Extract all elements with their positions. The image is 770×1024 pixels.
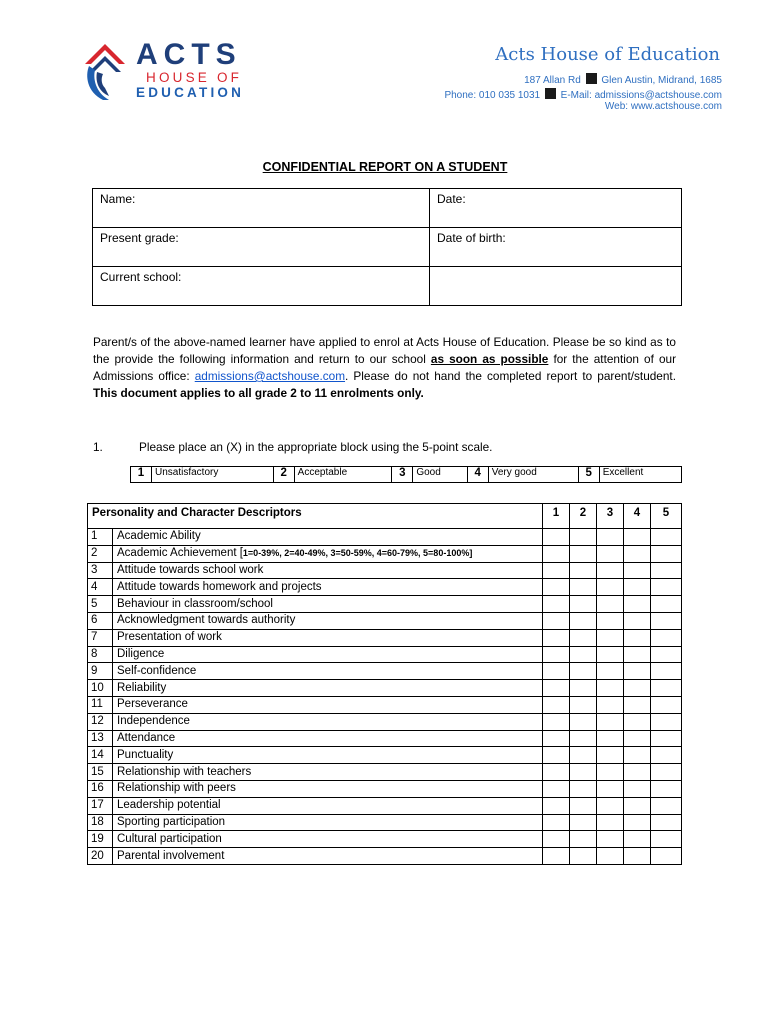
rating-cell-4[interactable] (624, 663, 651, 680)
rating-cell-2[interactable] (570, 545, 597, 562)
descriptor-text: Acknowledgment towards authority (117, 614, 296, 627)
intro-emphasis: as soon as possible (430, 352, 549, 366)
table-row (88, 579, 682, 596)
descriptor-label (113, 629, 543, 646)
rating-cell-2[interactable] (570, 764, 597, 781)
descriptor-text: Relationship with teachers (117, 765, 252, 778)
scale-number: 2 (273, 467, 294, 483)
rating-cell-3[interactable] (597, 730, 624, 747)
rating-cell-5[interactable] (651, 596, 682, 613)
date-of-birth-field[interactable] (430, 228, 682, 267)
question-text: Please place an (X) in the appropriate block using the 5-point scale. (139, 440, 493, 454)
date-label: Date: (437, 192, 466, 206)
rating-cell-5[interactable] (651, 797, 682, 814)
descriptor-text: Relationship with peers (117, 782, 236, 795)
rating-cell-2[interactable] (570, 780, 597, 797)
rating-column-header: 2 (570, 504, 597, 529)
current-school-label: Current school: (100, 270, 182, 284)
report-title: CONFIDENTIAL REPORT ON A STUDENT (262, 160, 508, 174)
present-grade-label: Present grade: (100, 231, 179, 245)
intro-paragraph (93, 334, 676, 402)
admissions-email-link[interactable]: admissions@actshouse.com (194, 369, 346, 383)
intro-text-1: Parent/s of the above-named learner have applied to enrol at Acts House of Education. Please be so kind as to the provide the following information and return to our school (93, 335, 676, 366)
acts-logo-mark (83, 42, 127, 102)
rating-cell-4[interactable] (624, 596, 651, 613)
rating-cell-3[interactable] (597, 629, 624, 646)
table-row (88, 747, 682, 764)
row-number: 13 (88, 730, 113, 747)
rating-cell-3[interactable] (597, 545, 624, 562)
rating-cell-5[interactable] (651, 848, 682, 865)
rating-cell-4[interactable] (624, 848, 651, 865)
row-number: 1 (88, 529, 113, 546)
rating-cell-4[interactable] (624, 713, 651, 730)
rating-cell-3[interactable] (597, 713, 624, 730)
rating-cell-4[interactable] (624, 696, 651, 713)
rating-cell-5[interactable] (651, 579, 682, 596)
rating-cell-3[interactable] (597, 797, 624, 814)
rating-cell-5[interactable] (651, 680, 682, 697)
descriptor-label (113, 596, 543, 613)
rating-cell-3[interactable] (597, 596, 624, 613)
descriptors-table (87, 503, 682, 865)
rating-cell-5[interactable] (651, 562, 682, 579)
row-number: 17 (88, 797, 113, 814)
descriptor-label (113, 680, 543, 697)
name-label: Name: (100, 192, 136, 206)
logo-acts-text: ACTS (136, 38, 242, 71)
rating-cell-2[interactable] (570, 747, 597, 764)
rating-cell-3[interactable] (597, 663, 624, 680)
rating-cell-5[interactable] (651, 545, 682, 562)
rating-cell-3[interactable] (597, 646, 624, 663)
rating-cell-1[interactable] (543, 680, 570, 697)
rating-cell-3[interactable] (597, 562, 624, 579)
table-row (88, 663, 682, 680)
row-number: 5 (88, 596, 113, 613)
question-number: 1. (93, 440, 103, 454)
row-number: 9 (88, 663, 113, 680)
descriptors-header: Personality and Character Descriptors (88, 504, 543, 529)
rating-cell-2[interactable] (570, 696, 597, 713)
row-number: 3 (88, 562, 113, 579)
descriptor-label (113, 579, 543, 596)
rating-cell-1[interactable] (543, 562, 570, 579)
rating-cell-1[interactable] (543, 730, 570, 747)
table-row (88, 596, 682, 613)
descriptor-text: Reliability (117, 681, 167, 694)
phone-text: Phone: 010 035 1031 (444, 90, 541, 101)
rating-cell-1[interactable] (543, 764, 570, 781)
descriptor-label (113, 730, 543, 747)
logo-education-text: EDUCATION (136, 85, 245, 100)
rating-cell-5[interactable] (651, 713, 682, 730)
rating-cell-5[interactable] (651, 747, 682, 764)
rating-cell-4[interactable] (624, 562, 651, 579)
descriptor-text: Attendance (117, 731, 176, 744)
descriptor-text: Leadership potential (117, 799, 221, 812)
descriptor-label (113, 764, 543, 781)
rating-cell-1[interactable] (543, 848, 570, 865)
rating-cell-4[interactable] (624, 612, 651, 629)
rating-cell-4[interactable] (624, 764, 651, 781)
separator-square-icon (586, 73, 597, 84)
row-number: 8 (88, 646, 113, 663)
row-number: 12 (88, 713, 113, 730)
name-field[interactable] (93, 189, 430, 228)
descriptor-text: Parental involvement (117, 849, 225, 862)
descriptor-label (113, 797, 543, 814)
table-row (88, 680, 682, 697)
table-row (88, 612, 682, 629)
rating-cell-2[interactable] (570, 596, 597, 613)
rating-cell-4[interactable] (624, 579, 651, 596)
table-row (88, 629, 682, 646)
table-row (88, 814, 682, 831)
row-number: 4 (88, 579, 113, 596)
rating-cell-3[interactable] (597, 764, 624, 781)
scale-label: Unsatisfactory (152, 467, 274, 483)
scale-label: Acceptable (294, 467, 392, 483)
rating-cell-2[interactable] (570, 848, 597, 865)
descriptor-text: Attitude towards homework and projects (117, 580, 322, 593)
row-number: 20 (88, 848, 113, 865)
rating-cell-1[interactable] (543, 629, 570, 646)
rating-cell-4[interactable] (624, 814, 651, 831)
rating-cell-4[interactable] (624, 680, 651, 697)
rating-cell-5[interactable] (651, 780, 682, 797)
row-number: 7 (88, 629, 113, 646)
scale-label: Very good (488, 467, 578, 483)
rating-cell-1[interactable] (543, 579, 570, 596)
rating-cell-1[interactable] (543, 545, 570, 562)
rating-cell-4[interactable] (624, 831, 651, 848)
rating-cell-4[interactable] (624, 747, 651, 764)
descriptor-text: Sporting participation (117, 815, 226, 828)
phone-email-line (444, 88, 722, 101)
table-row (88, 562, 682, 579)
rating-cell-5[interactable] (651, 629, 682, 646)
descriptor-label (113, 780, 543, 797)
rating-cell-2[interactable] (570, 730, 597, 747)
rating-cell-1[interactable] (543, 797, 570, 814)
scale-label: Excellent (599, 467, 681, 483)
rating-column-header: 1 (543, 504, 570, 529)
rating-cell-2[interactable] (570, 797, 597, 814)
rating-cell-1[interactable] (543, 780, 570, 797)
table-row (88, 780, 682, 797)
descriptor-text: Attitude towards school work (117, 563, 264, 576)
scale-number: 3 (392, 467, 413, 483)
descriptor-text: Independence (117, 715, 190, 728)
descriptor-text: Academic Achievement [ (117, 547, 243, 560)
rating-cell-1[interactable] (543, 612, 570, 629)
table-row (88, 696, 682, 713)
row-number: 14 (88, 747, 113, 764)
descriptor-label (113, 696, 543, 713)
rating-cell-5[interactable] (651, 696, 682, 713)
rating-cell-3[interactable] (597, 848, 624, 865)
scale-label: Good (413, 467, 467, 483)
rating-cell-5[interactable] (651, 764, 682, 781)
email-text: E-Mail: admissions@actshouse.com (560, 90, 722, 101)
row-number: 10 (88, 680, 113, 697)
rating-cell-1[interactable] (543, 713, 570, 730)
web-line: Web: www.actshouse.com (604, 101, 722, 112)
rating-cell-4[interactable] (624, 797, 651, 814)
descriptor-label (113, 545, 543, 562)
descriptor-label (113, 562, 543, 579)
descriptor-label (113, 529, 543, 546)
descriptor-label (113, 713, 543, 730)
descriptor-text: Academic Ability (117, 530, 201, 543)
rating-cell-2[interactable] (570, 831, 597, 848)
descriptor-text: Self-confidence (117, 664, 197, 677)
logo-house-of-text: HOUSE OF (146, 70, 243, 85)
rating-cell-2[interactable] (570, 629, 597, 646)
descriptor-label (113, 646, 543, 663)
intro-bold-note: This document applies to all grade 2 to 11 enrolments only. (93, 386, 424, 400)
row-number: 15 (88, 764, 113, 781)
table-row (88, 831, 682, 848)
rating-cell-1[interactable] (543, 646, 570, 663)
scale-number: 5 (578, 467, 599, 483)
rating-cell-2[interactable] (570, 680, 597, 697)
descriptor-label (113, 612, 543, 629)
current-school-field[interactable] (93, 267, 430, 306)
row-number: 19 (88, 831, 113, 848)
rating-cell-4[interactable] (624, 780, 651, 797)
rating-cell-3[interactable] (597, 612, 624, 629)
rating-column-header: 4 (624, 504, 651, 529)
rating-cell-5[interactable] (651, 831, 682, 848)
rating-cell-2[interactable] (570, 663, 597, 680)
descriptor-label (113, 747, 543, 764)
rating-cell-5[interactable] (651, 663, 682, 680)
descriptor-text: Presentation of work (117, 631, 222, 644)
rating-cell-1[interactable] (543, 831, 570, 848)
rating-cell-4[interactable] (624, 730, 651, 747)
table-row (88, 646, 682, 663)
rating-cell-2[interactable] (570, 713, 597, 730)
address-city: Glen Austin, Midrand, 1685 (601, 75, 722, 86)
row-number: 16 (88, 780, 113, 797)
rating-cell-3[interactable] (597, 814, 624, 831)
rating-scale-legend (130, 466, 682, 483)
descriptor-label (113, 831, 543, 848)
descriptor-text: Perseverance (117, 698, 188, 711)
intro-text-3: . Please do not hand the completed report to parent/student. (345, 369, 676, 383)
rating-cell-2[interactable] (570, 646, 597, 663)
table-row (88, 529, 682, 546)
table-row (88, 764, 682, 781)
descriptor-label (113, 663, 543, 680)
descriptor-label (113, 814, 543, 831)
date-of-birth-label: Date of birth: (437, 231, 506, 245)
rating-cell-4[interactable] (624, 646, 651, 663)
scale-number: 1 (131, 467, 152, 483)
rating-cell-4[interactable] (624, 529, 651, 546)
separator-square-icon (545, 88, 556, 99)
rating-cell-3[interactable] (597, 680, 624, 697)
rating-cell-1[interactable] (543, 814, 570, 831)
descriptor-text: Cultural participation (117, 832, 222, 845)
rating-cell-1[interactable] (543, 747, 570, 764)
student-info-table (92, 188, 682, 306)
rating-cell-5[interactable] (651, 814, 682, 831)
rating-cell-1[interactable] (543, 663, 570, 680)
rating-column-header: 3 (597, 504, 624, 529)
rating-cell-5[interactable] (651, 612, 682, 629)
rating-cell-2[interactable] (570, 612, 597, 629)
table-row (88, 848, 682, 865)
intro-text-2: for the attention of our Admissions office: (93, 352, 677, 383)
rating-cell-3[interactable] (597, 579, 624, 596)
table-row (88, 797, 682, 814)
descriptor-text: Diligence (117, 647, 165, 660)
rating-cell-3[interactable] (597, 747, 624, 764)
address-street: 187 Allan Rd (524, 75, 581, 86)
table-row (88, 730, 682, 747)
row-number: 6 (88, 612, 113, 629)
descriptor-label (113, 848, 543, 865)
rating-cell-3[interactable] (597, 696, 624, 713)
rating-cell-1[interactable] (543, 529, 570, 546)
date-field[interactable] (430, 189, 682, 228)
empty-cell[interactable] (430, 267, 682, 306)
rating-cell-4[interactable] (624, 545, 651, 562)
rating-cell-1[interactable] (543, 596, 570, 613)
table-row (88, 545, 682, 562)
organization-name: Acts House of Education (495, 44, 720, 65)
rating-cell-5[interactable] (651, 730, 682, 747)
row-number: 2 (88, 545, 113, 562)
rating-cell-3[interactable] (597, 529, 624, 546)
present-grade-field[interactable] (93, 228, 430, 267)
row-number: 11 (88, 696, 113, 713)
rating-column-header: 5 (651, 504, 682, 529)
rating-cell-3[interactable] (597, 831, 624, 848)
rating-cell-3[interactable] (597, 780, 624, 797)
rating-cell-2[interactable] (570, 579, 597, 596)
address-line (524, 73, 722, 86)
rating-cell-1[interactable] (543, 696, 570, 713)
rating-cell-2[interactable] (570, 562, 597, 579)
rating-cell-2[interactable] (570, 529, 597, 546)
rating-cell-2[interactable] (570, 814, 597, 831)
rating-cell-4[interactable] (624, 629, 651, 646)
scale-number: 4 (467, 467, 488, 483)
rating-cell-5[interactable] (651, 529, 682, 546)
table-row (88, 713, 682, 730)
grading-scale-note: 1=0-39%, 2=40-49%, 3=50-59%, 4=60-79%, 5=80-100%] (242, 548, 473, 559)
row-number: 18 (88, 814, 113, 831)
descriptor-text: Behaviour in classroom/school (117, 597, 273, 610)
rating-cell-5[interactable] (651, 646, 682, 663)
descriptor-text: Punctuality (117, 748, 174, 761)
